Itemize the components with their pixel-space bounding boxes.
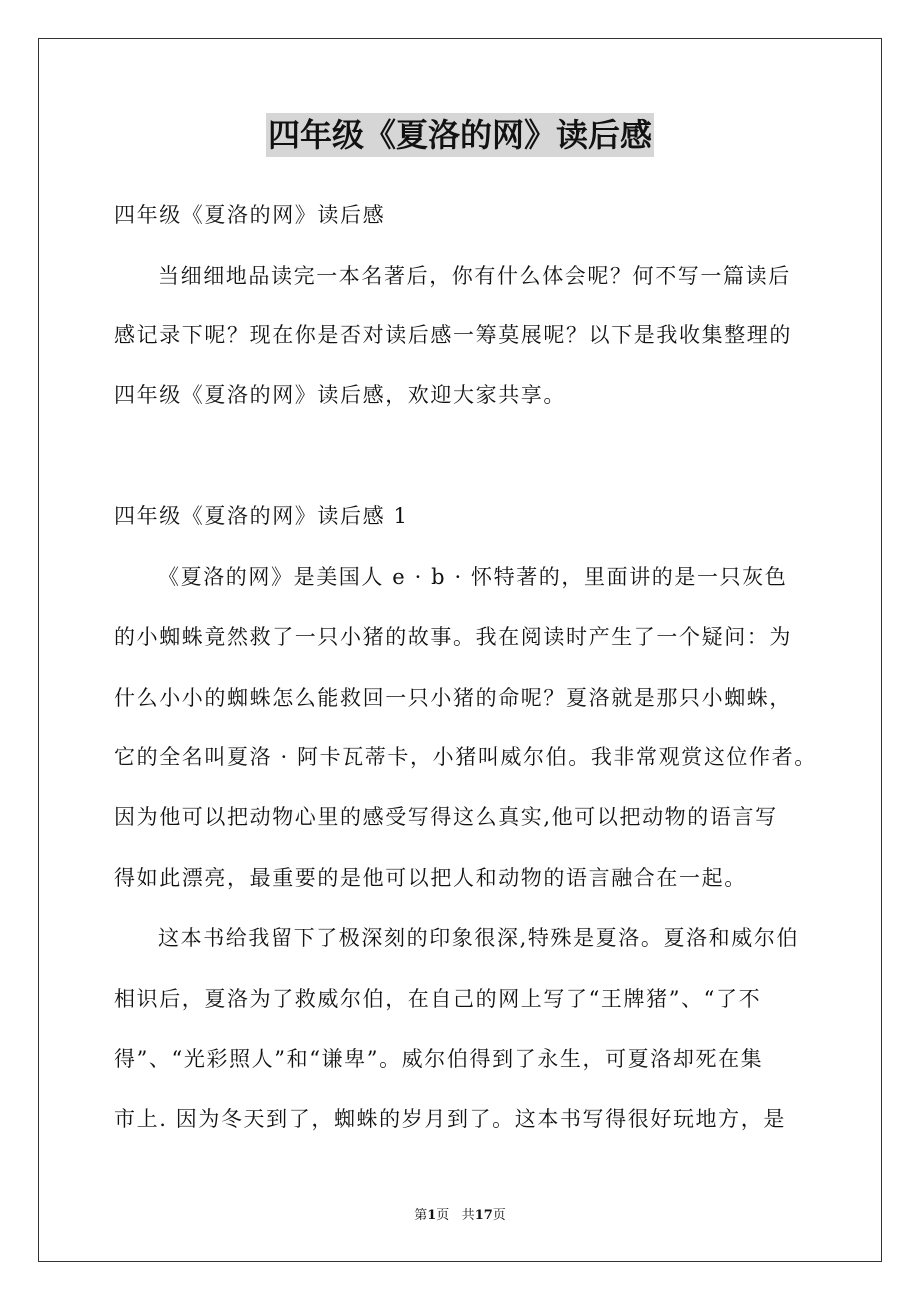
section-heading: 四年级《夏洛的网》读后感 1 — [114, 504, 409, 528]
intro-line-1: 当细细地品读完一本名著后，你有什么体会呢？何不写一篇读后 — [158, 264, 791, 288]
document-title: 四年级《夏洛的网》读后感 — [266, 113, 654, 157]
intro-line-3: 四年级《夏洛的网》读后感，欢迎大家共享。 — [114, 383, 566, 407]
page-prefix: 第 — [414, 1208, 428, 1223]
body-line-5: 因为他可以把动物心里的感受写得这么真实,他可以把动物的语言写 — [114, 805, 778, 829]
body-line-7: 这本书给我留下了极深刻的印象很深,特殊是夏洛。夏洛和威尔伯 — [158, 926, 800, 950]
intro-line-2: 感记录下呢？现在你是否对读后感一筹莫展呢？以下是我收集整理的 — [114, 323, 792, 347]
total-pages: 17 — [474, 1208, 493, 1223]
subtitle-line: 四年级《夏洛的网》读后感 — [114, 203, 386, 227]
body-line-10: 市上. 因为冬天到了，蜘蛛的岁月到了。这本书写得很好玩地方，是 — [114, 1107, 786, 1131]
body-line-6: 得如此漂亮，最重要的是他可以把人和动物的语言融合在一起。 — [114, 866, 747, 890]
body-line-2: 的小蜘蛛竟然救了一只小猪的故事。我在阅读时产生了一个疑问：为 — [114, 625, 792, 649]
body-line-9: 得”、“光彩照人”和“谦卑”。威尔伯得到了永生，可夏洛却死在集 — [114, 1047, 764, 1071]
page-number: 1 — [427, 1208, 437, 1223]
total-suffix: 页 — [492, 1208, 506, 1223]
total-prefix: 共 — [461, 1208, 475, 1223]
body-line-1: 《夏洛的网》是美国人 e · b · 怀特著的，里面讲的是一只灰色 — [158, 565, 788, 589]
body-line-8: 相识后，夏洛为了救威尔伯，在自己的网上写了“王牌猪”、“了不 — [114, 987, 762, 1011]
page-suffix: 页 — [436, 1208, 450, 1223]
body-line-4: 它的全名叫夏洛 · 阿卡瓦蒂卡，小猪叫威尔伯。我非常观赏这位作者。 — [114, 745, 817, 769]
body-line-3: 什么小小的蜘蛛怎么能救回一只小猪的命呢？夏洛就是那只小蜘蛛， — [114, 686, 792, 710]
title-container — [0, 113, 920, 157]
page-footer — [0, 1206, 920, 1226]
